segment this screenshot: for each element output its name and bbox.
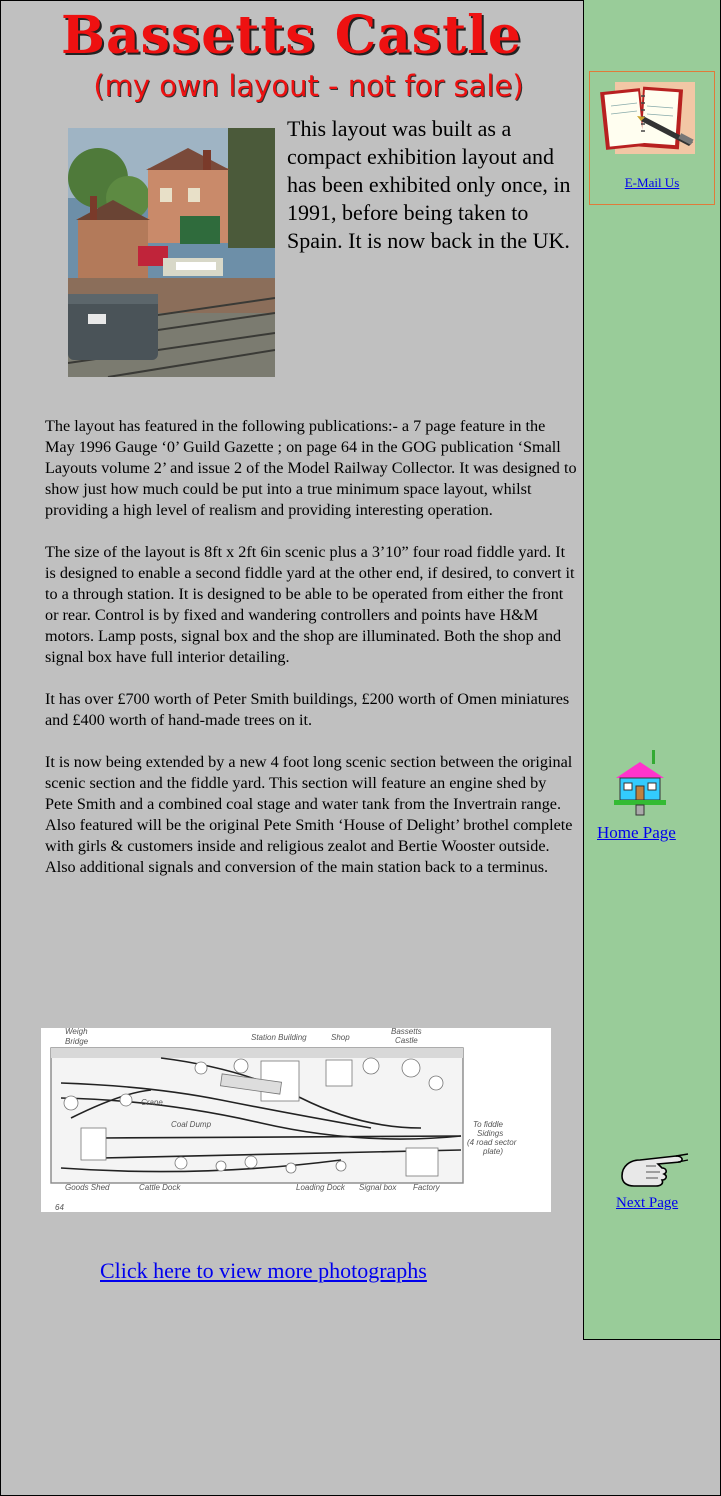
house-icon[interactable] <box>612 748 668 818</box>
intro-text: This layout was built as a compact exhibition layout and has been exhibited only once, in 1991, before being taken to Spain. It is now back in the UK. <box>287 116 571 253</box>
page-subtitle: (my own layout - not for sale) <box>93 69 524 103</box>
paragraph-publications: The layout has featured in the following publications:- a 7 page feature in the May 1996 Gauge ‘0’ Guild Gazette ; on page 64 in the GOG publication ‘Small Layouts volume 2’ and issue 2 of the Model Railway Collector. It was designed to show just how much could be put into a true minimum space layout, whilst providing a high level of realism and providing interesting operation. <box>45 417 577 519</box>
paragraph-size: The size of the layout is 8ft x 2ft 6in scenic plus a 3’10” four road fiddle yard. It is designed to enable a second fiddle yard at the other end, if desired, to convert it to a through station. It is designed to be able to be operated from either the front or rear. Control is by fixed and wandering controllers and points have H&M motors. Lamp posts, signal box and the shop are illuminated. Both the shop and signal box have full interior detailing. <box>45 543 575 666</box>
page-title: Bassetts Castle <box>61 5 522 66</box>
plan-label-station-building: Station Building <box>251 1033 307 1042</box>
paragraph-buildings: It has over £700 worth of Peter Smith buildings, £200 worth of Omen miniatures and £400 worth of hand-made trees on it. <box>45 690 570 729</box>
plan-label-coal-dump: Coal Dump <box>171 1120 212 1129</box>
email-us-link[interactable]: E-Mail Us <box>624 175 680 190</box>
plan-label-factory: Factory <box>413 1183 440 1192</box>
plan-label-fiddle-3: (4 road sector <box>467 1138 517 1147</box>
plan-label-crane: Crane <box>141 1098 163 1107</box>
plan-label-fiddle-1: To fiddle <box>473 1120 503 1129</box>
plan-label-weigh: Weigh <box>65 1028 88 1036</box>
plan-label-fiddle-4: plate) <box>483 1147 504 1156</box>
plan-label-loading-dock: Loading Dock <box>296 1183 345 1192</box>
plan-page-number: 64 <box>55 1203 64 1212</box>
track-plan-diagram <box>41 1028 551 1212</box>
plan-label-bridge: Bridge <box>65 1037 89 1046</box>
plan-label-fiddle-2: Sidings <box>477 1129 504 1138</box>
plan-label-bassetts: Bassetts <box>391 1028 422 1036</box>
description <box>45 416 577 899</box>
home-page-link[interactable]: Home Page <box>597 823 676 842</box>
more-photographs-link[interactable]: Click here to view more photographs <box>100 1258 427 1283</box>
plan-label-goods-shed: Goods Shed <box>65 1183 110 1192</box>
layout-photo <box>68 128 275 377</box>
next-page-link[interactable]: Next Page <box>616 1195 679 1211</box>
plan-label-castle: Castle <box>395 1036 418 1045</box>
plan-label-cattle-dock: Cattle Dock <box>139 1183 181 1192</box>
pointing-hand-icon[interactable] <box>616 1146 692 1194</box>
plan-label-shop: Shop <box>331 1033 350 1042</box>
plan-label-signal-box: Signal box <box>359 1183 397 1192</box>
paragraph-extension: It is now being extended by a new 4 foot long scenic section between the original scenic section and the fiddle yard. This section will feature an engine shed by Pete Smith and a combined coal stage and water tank from the Invertrain range. Also featured will be the original Pete Smith ‘House of Delight’ brothel complete with girls & customers inside and religious zealot and Bertie Wooster outside. Also additional signals and conversion of the main station back to a terminus. <box>45 753 573 876</box>
